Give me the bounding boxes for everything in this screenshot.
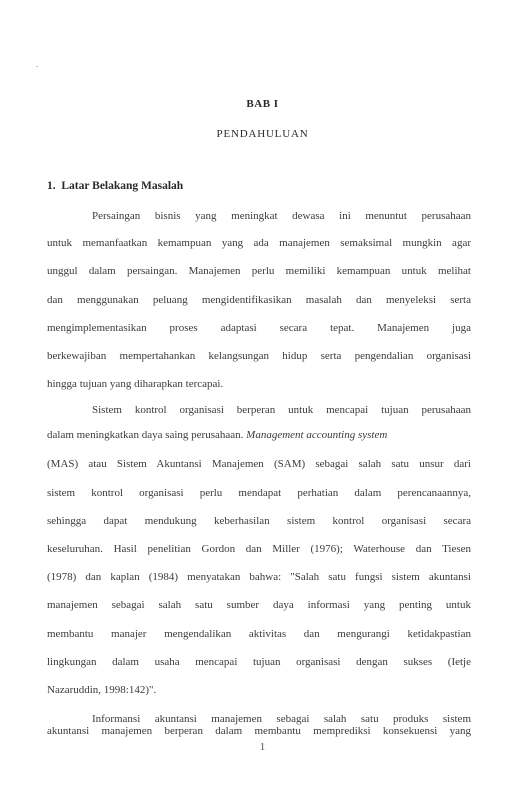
scan-speck <box>36 66 38 67</box>
chapter-title: PENDAHULUAN <box>216 128 309 140</box>
paragraph-line: (1978) dan kaplan (1984) menyatakan bahwa: "Salah satu fungsi sistem akuntansi <box>47 571 471 583</box>
paragraph-line: dan menggunakan peluang mengidentifikasikan masalah dan menyeleksi serta <box>47 294 471 306</box>
paragraph-line: mengimplementasikan proses adaptasi secara tepat. Manajemen juga <box>47 322 471 334</box>
section-number: 1. <box>47 180 56 192</box>
paragraph-line: Sistem kontrol organisasi berperan untuk mencapai tujuan perusahaan <box>92 404 471 416</box>
paragraph-line: sistem kontrol organisasi perlu mendapat perhatian dalam perencanaannya, <box>47 487 471 499</box>
paragraph-line: manajemen sebagai salah satu sumber daya informasi yang penting untuk <box>47 599 471 611</box>
paragraph-line: akuntansi manajemen berperan dalam membantu memprediksi konsekuensi yang <box>47 725 471 737</box>
paragraph-line: Nazaruddin, 1998:142)". <box>47 684 157 696</box>
paragraph-line: lingkungan dalam usaha mencapai tujuan organisasi dengan sukses (Ietje <box>47 656 471 668</box>
paragraph-line: unggul dalam persaingan. Manajemen perlu memiliki kemampuan untuk melihat <box>47 265 471 277</box>
paragraph-line: membantu manajer mengendalikan aktivitas dan mengurangi ketidakpastian <box>47 628 471 640</box>
page-number: 1 <box>259 741 266 753</box>
paragraph-line: (MAS) atau Sistem Akuntansi Manajemen (SAM) sebagai salah satu unsur dari <box>47 458 471 470</box>
italic-term: Management accounting system <box>246 429 388 441</box>
paragraph-line <box>47 428 471 442</box>
paragraph-line: Informansi akuntansi manajemen sebagai salah satu produks sistem <box>92 713 471 725</box>
paragraph-line: berkewajiban mempertahankan kelangsungan hidup serta pengendalian organisasi <box>47 350 471 362</box>
paragraph-line: hingga tujuan yang diharapkan tercapai. <box>47 378 224 390</box>
section-title: Latar Belakang Masalah <box>61 180 184 192</box>
paragraph-line: keseluruhan. Hasil penelitian Gordon dan Miller (1976); Waterhouse dan Tiesen <box>47 543 471 555</box>
chapter-number: BAB I <box>246 98 279 110</box>
paragraph-line: Persaingan bisnis yang meningkat dewasa ini menuntut perusahaan <box>92 210 471 222</box>
paragraph-text: dalam meningkatkan daya saing perusahaan. <box>47 429 247 441</box>
section-heading <box>47 180 183 192</box>
paragraph-line: sehingga dapat mendukung keberhasilan sistem kontrol organisasi secara <box>47 515 471 527</box>
paragraph-line: untuk memanfaatkan kemampuan yang ada manajemen semaksimal mungkin agar <box>47 237 471 249</box>
